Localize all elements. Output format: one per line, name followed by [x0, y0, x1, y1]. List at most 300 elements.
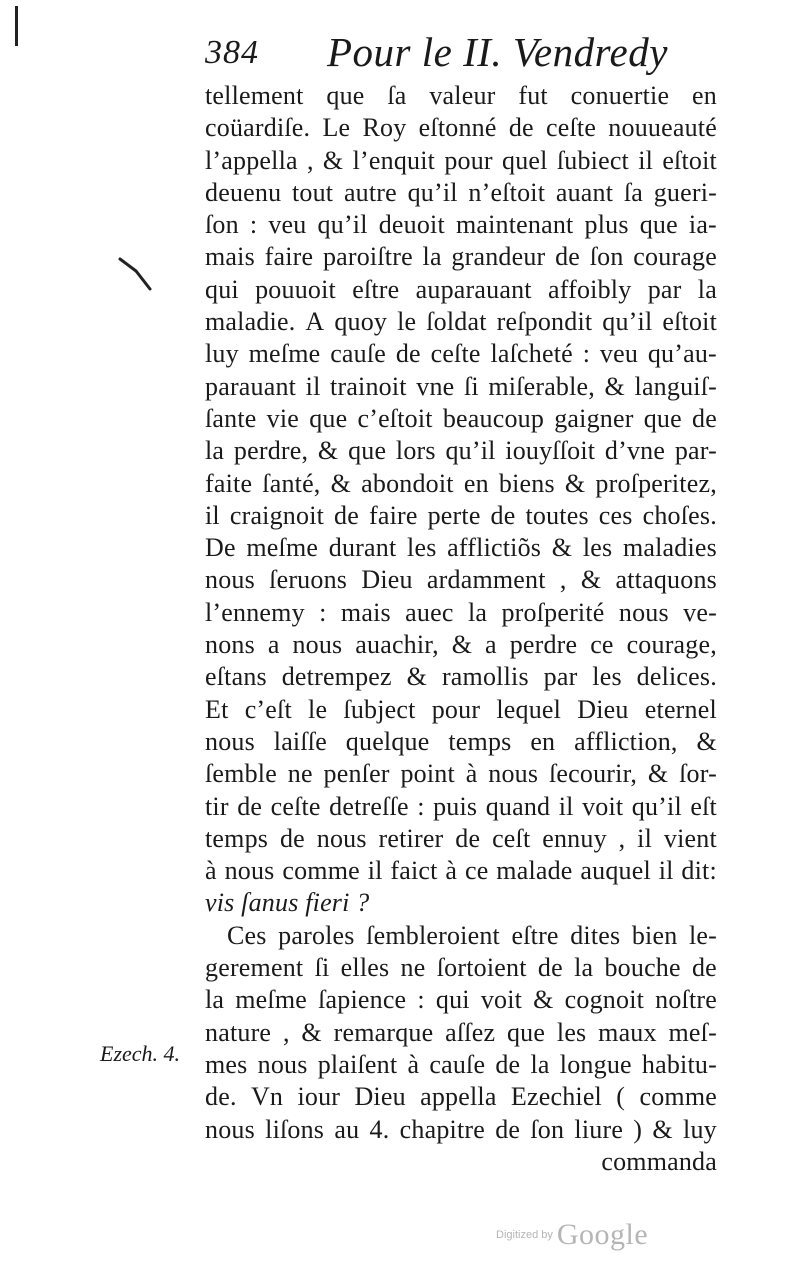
- word: ,: [306, 145, 314, 175]
- word: auachir,: [355, 630, 439, 660]
- word: laiſſe: [273, 726, 327, 756]
- word: quand: [485, 791, 551, 821]
- word: &: [330, 468, 352, 498]
- word: grandeur: [451, 242, 546, 272]
- word: gueri-: [653, 177, 717, 207]
- text-line: [205, 823, 717, 855]
- word: de: [508, 113, 534, 143]
- word: perdre,: [233, 436, 309, 466]
- word: faite: [205, 468, 253, 498]
- word: &: [322, 145, 344, 175]
- text-line: [205, 597, 717, 629]
- word: afflictiõs: [447, 533, 542, 563]
- word: dit:: [681, 856, 717, 886]
- text-line: [205, 758, 717, 790]
- word: ): [633, 1114, 643, 1144]
- word: eſt: [690, 791, 717, 821]
- word: lors: [395, 436, 436, 466]
- word: pour: [431, 694, 481, 724]
- text-line: [205, 1017, 717, 1049]
- word: choſes.: [642, 500, 717, 530]
- word: gaigner: [554, 403, 634, 433]
- word: (: [616, 1082, 626, 1112]
- word: à: [445, 856, 458, 886]
- word: plaiſent: [317, 1049, 398, 1079]
- word: perte: [427, 500, 481, 530]
- word: maintenant: [455, 210, 574, 240]
- word: de: [455, 823, 481, 853]
- word: meſme: [235, 985, 308, 1015]
- word: liure: [574, 1114, 624, 1144]
- word: valeur: [429, 81, 496, 110]
- word: luy: [205, 339, 239, 369]
- word: iour: [297, 1082, 341, 1112]
- word: a: [267, 630, 280, 660]
- word: qu’au-: [647, 339, 717, 369]
- text-line: [205, 694, 717, 726]
- word: nous: [224, 856, 275, 886]
- word: que: [309, 403, 348, 433]
- word: quel: [502, 145, 548, 175]
- word: &: [533, 985, 554, 1015]
- word: qu’il: [602, 307, 653, 337]
- word: la: [530, 1049, 550, 1079]
- word: meſme: [246, 533, 319, 563]
- word: pouuoit: [255, 274, 336, 304]
- word: &: [317, 436, 339, 466]
- digitized-by-google-watermark: [496, 1218, 648, 1252]
- word: auquel: [580, 856, 651, 886]
- word: veu: [268, 210, 307, 240]
- word: les: [592, 662, 622, 692]
- word: autre: [343, 177, 397, 207]
- word: il: [305, 371, 321, 401]
- word: proſperité: [501, 597, 605, 627]
- word: Le: [322, 113, 351, 143]
- word: chapitre: [399, 1114, 485, 1144]
- word: a: [485, 630, 497, 660]
- word: cauſe: [330, 339, 387, 369]
- word: Dieu: [577, 694, 629, 724]
- word: il: [637, 823, 653, 853]
- word: &: [451, 630, 473, 660]
- word: ennuy: [542, 823, 607, 853]
- word: les: [582, 533, 613, 563]
- word: ſoldat: [426, 307, 487, 337]
- word: &: [604, 371, 625, 401]
- word: ,: [282, 1017, 290, 1047]
- word: n’eſtoit: [468, 177, 546, 207]
- word: de: [537, 953, 563, 983]
- word: qui: [435, 985, 470, 1015]
- word: luy: [683, 1114, 717, 1144]
- word: que: [326, 81, 365, 110]
- text-line: [205, 1114, 717, 1146]
- word: le: [308, 694, 328, 724]
- text-line: [205, 338, 717, 370]
- word: maladie.: [205, 307, 296, 337]
- word: tir: [205, 791, 229, 821]
- word: :: [249, 210, 258, 240]
- text-line: [205, 403, 717, 435]
- word: De: [205, 533, 236, 563]
- margin-note: Ezech. 4.: [100, 1041, 181, 1066]
- word: &: [406, 662, 428, 692]
- word: eſtonné: [418, 113, 497, 143]
- word: que: [348, 436, 387, 466]
- word: en: [463, 468, 489, 498]
- word: il: [658, 856, 674, 886]
- word: la: [205, 436, 225, 466]
- word: voit: [480, 985, 523, 1015]
- word: de: [555, 242, 581, 272]
- word: eſtre: [511, 920, 559, 950]
- word: cognoit: [564, 985, 645, 1015]
- word: les: [556, 1017, 587, 1047]
- word: ſubiect: [556, 145, 629, 175]
- word: c’eſtoit: [357, 403, 433, 433]
- word: &: [551, 533, 573, 563]
- word: les: [407, 533, 437, 563]
- word: fut: [518, 81, 548, 110]
- word: attaquons: [615, 565, 717, 595]
- word: eſtre: [352, 274, 400, 304]
- word: de: [495, 1049, 521, 1079]
- word: quoy: [334, 307, 388, 337]
- text-line: [205, 468, 717, 500]
- word: la: [697, 274, 717, 304]
- word: :: [417, 791, 425, 821]
- word: le: [397, 307, 417, 337]
- word: ſubject: [343, 694, 416, 724]
- text-line: [205, 532, 717, 564]
- word: ſi: [463, 371, 479, 401]
- word: auant: [555, 177, 614, 207]
- text-line: [205, 435, 717, 467]
- word: Ezechiel: [510, 1082, 602, 1112]
- word: appella: [420, 1082, 497, 1112]
- word: faict: [390, 856, 438, 886]
- word: voit: [582, 791, 624, 821]
- word: ſeruons: [269, 565, 348, 595]
- text-line: [205, 177, 717, 209]
- word: il: [205, 500, 220, 530]
- word: deuoit: [378, 210, 445, 240]
- word: de: [692, 403, 717, 433]
- word: veu: [599, 339, 639, 369]
- word: nature: [205, 1017, 272, 1047]
- word: à: [205, 856, 217, 886]
- word: Ces: [227, 920, 267, 950]
- word: vient: [663, 823, 717, 853]
- page-edge-mark: [14, 6, 20, 46]
- word: :: [582, 339, 591, 369]
- watermark-prefix: Digitized by: [496, 1229, 553, 1241]
- text-line: [205, 209, 717, 241]
- word: durant: [328, 533, 397, 563]
- word: courage: [633, 242, 717, 272]
- word: maladies: [622, 533, 717, 563]
- word: au: [334, 1114, 360, 1144]
- word: comme: [282, 856, 360, 886]
- word: biens: [498, 468, 555, 498]
- word: ſi: [314, 953, 330, 983]
- text-line: [205, 145, 717, 177]
- text-line: [205, 564, 717, 596]
- word: Roy: [362, 113, 407, 143]
- word: ſon: [589, 242, 624, 272]
- word: de: [279, 823, 305, 853]
- word: qui: [205, 274, 239, 304]
- word: que: [506, 1017, 546, 1047]
- word: faire: [368, 500, 418, 530]
- word: ſembleroient: [366, 920, 500, 950]
- text-line: [205, 726, 717, 758]
- word: deuenu: [205, 177, 282, 207]
- text-line: [205, 920, 717, 952]
- word: faire: [264, 242, 314, 272]
- word: bien: [631, 920, 678, 950]
- word: qu’il: [631, 791, 682, 821]
- page-number: 384: [205, 34, 259, 71]
- word: detrempez: [281, 662, 392, 692]
- word: c’eſt: [244, 694, 292, 724]
- word: courage,: [626, 630, 717, 660]
- word: de: [395, 339, 421, 369]
- word: nous: [488, 759, 539, 789]
- word: le-: [688, 920, 717, 950]
- word: nous: [205, 1114, 255, 1144]
- word: par: [647, 274, 682, 304]
- word: mais: [205, 242, 255, 272]
- word: meſ-: [668, 1017, 717, 1047]
- word: ſecourir,: [548, 759, 638, 789]
- word: affliction,: [574, 726, 678, 756]
- page-header: [205, 26, 725, 80]
- word: de: [237, 791, 263, 821]
- word: bouche: [604, 953, 681, 983]
- text-line: [205, 1049, 717, 1081]
- word: ſa: [623, 177, 644, 207]
- word: à: [465, 759, 478, 789]
- word: eſtoit: [662, 307, 717, 337]
- word: nous: [618, 597, 669, 627]
- word: ceſt: [492, 823, 531, 853]
- word: ſon: [530, 1114, 565, 1144]
- word: ne: [287, 759, 313, 789]
- word: languiſ-: [634, 371, 717, 401]
- word: Et: [205, 694, 229, 724]
- word: &: [564, 468, 586, 498]
- word: cauſe: [429, 1049, 486, 1079]
- word: qu’il: [317, 210, 368, 240]
- word: ,: [618, 823, 626, 853]
- word: en: [530, 726, 556, 756]
- word: gerement: [205, 953, 304, 983]
- word: de: [495, 1114, 521, 1144]
- word: 4.: [369, 1114, 390, 1144]
- text-line: [205, 661, 717, 693]
- word: ſor-: [679, 759, 717, 789]
- word: abondoit: [361, 468, 454, 498]
- text-line: [205, 80, 717, 112]
- word: meſme: [248, 339, 321, 369]
- word: pour: [444, 145, 493, 175]
- word: de: [691, 953, 717, 983]
- word: à: [407, 1049, 420, 1079]
- word: ardamment: [426, 565, 546, 595]
- word: ne: [400, 953, 426, 983]
- word: ſon: [205, 210, 239, 240]
- word: ce: [464, 856, 489, 886]
- word: ſemble: [205, 759, 277, 789]
- text-line: [205, 855, 717, 887]
- word: retirer: [378, 823, 444, 853]
- word: A: [305, 307, 325, 337]
- text-line: [205, 371, 717, 403]
- word: nous: [205, 726, 255, 756]
- word: detreſſe: [329, 791, 409, 821]
- text-line: [205, 984, 717, 1016]
- text-line: [205, 1081, 717, 1113]
- word: paroiſtre: [322, 242, 413, 272]
- word: comme: [639, 1082, 717, 1112]
- word: ramollis: [441, 662, 529, 692]
- word: ſortoient: [436, 953, 527, 983]
- word: paroles: [278, 920, 355, 950]
- text-line: vis ſanus fieri ?: [205, 888, 370, 918]
- word: &: [696, 726, 717, 756]
- word: ceſte: [430, 339, 481, 369]
- word: conuertie: [570, 81, 670, 110]
- word: puis: [433, 791, 478, 821]
- word: remarque: [333, 1017, 434, 1047]
- word: &: [580, 565, 602, 595]
- word: en: [692, 81, 717, 110]
- text-line: [205, 629, 717, 661]
- word: l’appella: [205, 145, 298, 175]
- catchword: commanda: [601, 1146, 717, 1176]
- word: parauant: [205, 371, 297, 401]
- word: temps: [205, 823, 269, 853]
- word: auparauant: [415, 274, 532, 304]
- word: aſſez: [445, 1017, 496, 1047]
- stray-ink-mark: [118, 255, 158, 295]
- word: qu’il: [445, 436, 496, 466]
- word: auec: [405, 597, 454, 627]
- word: trainoit: [330, 371, 407, 401]
- text-line: [205, 274, 717, 306]
- word: ſa: [387, 81, 407, 110]
- word: coüardiſe.: [205, 113, 311, 143]
- word: d’vne: [604, 436, 666, 466]
- word: de.: [205, 1082, 237, 1112]
- word: nouueauté: [608, 113, 717, 143]
- word: :: [319, 597, 327, 627]
- word: la: [422, 242, 442, 272]
- word: maux: [598, 1017, 657, 1047]
- word: noſtre: [655, 985, 717, 1015]
- word: l’enquit: [352, 145, 436, 175]
- word: que: [639, 210, 678, 240]
- word: eſtoit: [662, 145, 717, 175]
- word: eternel: [644, 694, 717, 724]
- word: Vn: [250, 1082, 284, 1112]
- word: de: [490, 500, 516, 530]
- word: tout: [291, 177, 334, 207]
- word: ceſte: [546, 113, 597, 143]
- google-logo-text: Google: [556, 1218, 649, 1251]
- word: mais: [340, 597, 391, 627]
- word: mes: [205, 1049, 248, 1079]
- word: ia-: [688, 210, 717, 240]
- word: eſtans: [205, 662, 267, 692]
- word: penſer: [323, 759, 390, 789]
- word: longue: [559, 1049, 632, 1079]
- word: reſpondit: [496, 307, 593, 337]
- word: ces: [598, 500, 633, 530]
- word: nous: [316, 823, 367, 853]
- word: Dieu: [361, 565, 413, 595]
- body-text: [205, 80, 717, 1178]
- word: iouyſſoit: [505, 436, 596, 466]
- text-line: [205, 952, 717, 984]
- word: l’ennemy: [205, 597, 305, 627]
- word: ,: [559, 565, 567, 595]
- word: lequel: [496, 694, 562, 724]
- text-line: [205, 306, 717, 338]
- word: il: [638, 145, 654, 175]
- text-line: [205, 241, 717, 273]
- word: miſerable,: [488, 371, 596, 401]
- word: delices.: [636, 662, 717, 692]
- text-line: [205, 791, 717, 823]
- word: perdre: [509, 630, 578, 660]
- word: par-: [674, 436, 717, 466]
- word: habitu-: [641, 1049, 717, 1079]
- word: beaucoup: [442, 403, 545, 433]
- text-line: [205, 500, 717, 532]
- word: Dieu: [354, 1082, 406, 1112]
- word: il: [367, 856, 383, 886]
- text-line: [205, 112, 717, 144]
- word: ceſte: [270, 791, 321, 821]
- word: :: [417, 985, 425, 1015]
- word: la: [205, 985, 225, 1015]
- word: ſante: [205, 403, 257, 433]
- word: nons: [205, 630, 255, 660]
- word: liſons: [265, 1114, 325, 1144]
- word: que: [643, 403, 682, 433]
- word: malade: [496, 856, 573, 886]
- word: &: [652, 1114, 673, 1144]
- word: quelque: [345, 726, 430, 756]
- word: elles: [340, 953, 390, 983]
- word: craignoit: [229, 500, 325, 530]
- word: ſapience: [318, 985, 407, 1015]
- word: nous: [205, 565, 255, 595]
- word: par: [543, 662, 578, 692]
- word: laſcheté: [490, 339, 573, 369]
- word: nous: [257, 1049, 308, 1079]
- word: toutes: [525, 500, 589, 530]
- word: proſperitez,: [595, 468, 717, 498]
- word: vne: [416, 371, 455, 401]
- word: vie: [266, 403, 300, 433]
- word: &: [301, 1017, 322, 1047]
- word: la: [467, 597, 488, 627]
- word: tellement: [205, 81, 304, 110]
